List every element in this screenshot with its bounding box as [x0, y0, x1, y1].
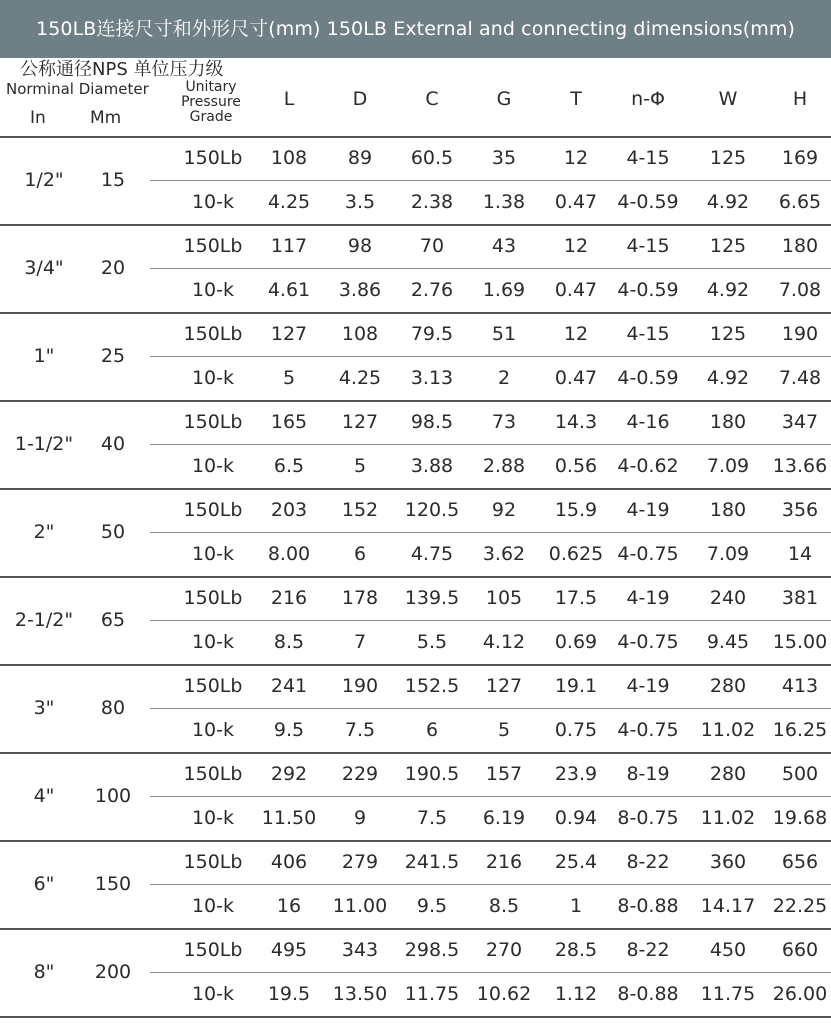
- dimension-cell: 51: [491, 323, 517, 345]
- nominal-mm: 40: [100, 433, 126, 455]
- dimension-cell: 216: [485, 851, 523, 873]
- dimension-cell: 4-19: [626, 587, 670, 609]
- pressure-grade: 10-k: [191, 631, 235, 653]
- sub-row-divider: [150, 708, 831, 709]
- dimension-cell: 280: [709, 675, 747, 697]
- column-header: D: [352, 88, 368, 110]
- dimension-cell: 17.5: [554, 587, 598, 609]
- dimension-cell: 1.12: [554, 983, 598, 1005]
- pressure-grade: 150Lb: [183, 851, 243, 873]
- dimension-cell: 8-22: [626, 851, 670, 873]
- dimension-cell: 120.5: [404, 499, 460, 521]
- dimension-cell: 6: [425, 719, 439, 741]
- dimension-cell: 4.75: [410, 543, 454, 565]
- dimension-cell: 360: [709, 851, 747, 873]
- dimension-cell: 16: [276, 895, 302, 917]
- pressure-grade: 150Lb: [183, 147, 243, 169]
- dimension-cell: 15.00: [772, 631, 828, 653]
- dimension-cell: 4.25: [267, 191, 311, 213]
- dimension-cell: 127: [270, 323, 308, 345]
- column-header: C: [425, 88, 439, 110]
- dimension-cell: 3.13: [410, 367, 454, 389]
- dimension-cell: 12: [563, 147, 589, 169]
- dimension-cell: 6.65: [778, 191, 822, 213]
- dimension-cell: 4-19: [626, 499, 670, 521]
- dimension-cell: 406: [270, 851, 308, 873]
- sub-row-divider: [150, 180, 831, 181]
- nominal-inch: 2-1/2": [14, 609, 74, 631]
- nominal-inch: 3/4": [24, 257, 64, 279]
- dimension-cell: 4.12: [482, 631, 526, 653]
- table-title: 150LB连接尺寸和外形尺寸(mm) 150LB External and connecting dimensions(mm): [0, 0, 831, 58]
- pressure-grade: 150Lb: [183, 235, 243, 257]
- dimension-cell: 60.5: [410, 147, 454, 169]
- pressure-grade: 150Lb: [183, 675, 243, 697]
- dimension-cell: 343: [341, 939, 379, 961]
- dimension-cell: 178: [341, 587, 379, 609]
- dimension-cell: 5: [282, 367, 296, 389]
- pressure-grade: 150Lb: [183, 587, 243, 609]
- dimension-cell: 2.88: [482, 455, 526, 477]
- dimension-cell: 4.25: [338, 367, 382, 389]
- nominal-mm: 200: [94, 961, 132, 983]
- dimension-cell: 165: [270, 411, 308, 433]
- header-grade-line1: Unitary: [185, 79, 237, 95]
- sub-row-divider: [150, 532, 831, 533]
- dimension-cell: 35: [491, 147, 517, 169]
- dimension-cell: 4.92: [706, 191, 750, 213]
- dimension-cell: 9.45: [706, 631, 750, 653]
- dimension-cell: 4-0.75: [617, 631, 679, 653]
- dimension-cell: 28.5: [554, 939, 598, 961]
- dimension-cell: 127: [485, 675, 523, 697]
- dimension-cell: 4-0.62: [617, 455, 679, 477]
- dimension-cell: 70: [419, 235, 445, 257]
- dimension-cell: 7.09: [706, 543, 750, 565]
- dimension-cell: 190.5: [404, 763, 460, 785]
- nominal-mm: 100: [94, 785, 132, 807]
- pressure-grade: 150Lb: [183, 763, 243, 785]
- nominal-mm: 150: [94, 873, 132, 895]
- column-header: T: [570, 88, 582, 110]
- dimension-cell: 3.88: [410, 455, 454, 477]
- dimension-cell: 16.25: [772, 719, 828, 741]
- pressure-grade: 10-k: [191, 367, 235, 389]
- nominal-inch: 3": [33, 697, 55, 719]
- sub-row-divider: [150, 796, 831, 797]
- dimension-cell: 0.47: [554, 279, 598, 301]
- dimension-cell: 495: [270, 939, 308, 961]
- dimension-cell: 190: [781, 323, 819, 345]
- dimension-cell: 0.47: [554, 367, 598, 389]
- dimension-cell: 108: [270, 147, 308, 169]
- dimension-cell: 8-19: [626, 763, 670, 785]
- dimension-cell: 19.68: [772, 807, 828, 829]
- sub-row-divider: [150, 620, 831, 621]
- dimension-cell: 2.38: [410, 191, 454, 213]
- dimension-cell: 26.00: [772, 983, 828, 1005]
- header-in: In: [30, 108, 46, 128]
- dimension-cell: 7.08: [778, 279, 822, 301]
- dimension-cell: 9.5: [273, 719, 305, 741]
- dimension-cell: 10.62: [476, 983, 532, 1005]
- dimension-cell: 0.47: [554, 191, 598, 213]
- dimension-cell: 656: [781, 851, 819, 873]
- column-header: n-Φ: [631, 88, 665, 110]
- dimension-cell: 13.66: [772, 455, 828, 477]
- dimension-cell: 4-0.59: [617, 191, 679, 213]
- pressure-grade: 10-k: [191, 895, 235, 917]
- dimension-cell: 5: [353, 455, 367, 477]
- dimension-cell: 7.09: [706, 455, 750, 477]
- nominal-mm: 15: [100, 169, 126, 191]
- dimension-cell: 23.9: [554, 763, 598, 785]
- dimension-cell: 270: [485, 939, 523, 961]
- header-nps-cn: 公称通径NPS 单位压力级: [20, 59, 224, 80]
- dimension-cell: 117: [270, 235, 308, 257]
- dimension-cell: 356: [781, 499, 819, 521]
- dimension-cell: 8-0.88: [617, 983, 679, 1005]
- dimension-cell: 240: [709, 587, 747, 609]
- dimension-cell: 4-0.59: [617, 279, 679, 301]
- dimension-cell: 157: [485, 763, 523, 785]
- dimension-cell: 280: [709, 763, 747, 785]
- pressure-grade: 150Lb: [183, 323, 243, 345]
- sub-row-divider: [150, 884, 831, 885]
- dimension-cell: 14.3: [554, 411, 598, 433]
- dimension-cell: 6.5: [273, 455, 305, 477]
- dimension-cell: 3.62: [482, 543, 526, 565]
- dimension-cell: 180: [781, 235, 819, 257]
- dimension-cell: 8-22: [626, 939, 670, 961]
- dimension-cell: 180: [709, 411, 747, 433]
- dimension-cell: 4.92: [706, 367, 750, 389]
- dimension-cell: 152.5: [404, 675, 460, 697]
- dimension-cell: 11.50: [261, 807, 317, 829]
- dimension-cell: 3.86: [338, 279, 382, 301]
- dimension-cell: 11.75: [404, 983, 460, 1005]
- dimension-cell: 125: [709, 235, 747, 257]
- dimension-cell: 1.69: [482, 279, 526, 301]
- dimension-cell: 2: [497, 367, 511, 389]
- dimension-cell: 6: [353, 543, 367, 565]
- dimension-cell: 22.25: [772, 895, 828, 917]
- dimension-cell: 139.5: [404, 587, 460, 609]
- dimension-cell: 8.00: [267, 543, 311, 565]
- dimension-cell: 11.00: [332, 895, 388, 917]
- sub-row-divider: [150, 268, 831, 269]
- dimension-cell: 4-19: [626, 675, 670, 697]
- dimension-cell: 108: [341, 323, 379, 345]
- header-grade-line3: Grade: [189, 109, 233, 125]
- pressure-grade: 150Lb: [183, 939, 243, 961]
- dimension-cell: 0.69: [554, 631, 598, 653]
- nominal-mm: 80: [100, 697, 126, 719]
- dimension-cell: 169: [781, 147, 819, 169]
- dimension-cell: 413: [781, 675, 819, 697]
- dimension-cell: 4-15: [626, 323, 670, 345]
- pressure-grade: 150Lb: [183, 499, 243, 521]
- dimension-cell: 15.9: [554, 499, 598, 521]
- nominal-mm: 65: [100, 609, 126, 631]
- dimension-cell: 13.50: [332, 983, 388, 1005]
- dimension-cell: 9.5: [416, 895, 448, 917]
- dimension-cell: 4-15: [626, 235, 670, 257]
- dimension-cell: 11.75: [700, 983, 756, 1005]
- sub-row-divider: [150, 356, 831, 357]
- dimension-cell: 4.61: [267, 279, 311, 301]
- dimension-cell: 89: [347, 147, 373, 169]
- nominal-mm: 20: [100, 257, 126, 279]
- dimension-cell: 6.19: [482, 807, 526, 829]
- dimension-cell: 14.17: [700, 895, 756, 917]
- dimension-cell: 0.625: [548, 543, 604, 565]
- dimension-cell: 4.92: [706, 279, 750, 301]
- dimension-cell: 4-15: [626, 147, 670, 169]
- column-header: L: [283, 88, 295, 110]
- dimension-cell: 19.5: [267, 983, 311, 1005]
- nominal-mm: 50: [100, 521, 126, 543]
- dimension-cell: 12: [563, 235, 589, 257]
- dimension-cell: 8.5: [273, 631, 305, 653]
- dimension-cell: 298.5: [404, 939, 460, 961]
- dimension-cell: 180: [709, 499, 747, 521]
- dimension-cell: 14: [787, 543, 813, 565]
- dimension-cell: 7.48: [778, 367, 822, 389]
- nominal-inch: 1/2": [24, 169, 64, 191]
- dimension-cell: 125: [709, 147, 747, 169]
- dimension-cell: 7: [353, 631, 367, 653]
- pressure-grade: 150Lb: [183, 411, 243, 433]
- dimension-cell: 98: [347, 235, 373, 257]
- nominal-inch: 1": [33, 345, 55, 367]
- nominal-mm: 25: [100, 345, 126, 367]
- pressure-grade: 10-k: [191, 719, 235, 741]
- row-divider: [0, 1016, 831, 1018]
- dimension-cell: 8.5: [488, 895, 520, 917]
- dimension-cell: 11.02: [700, 807, 756, 829]
- dimension-cell: 4-16: [626, 411, 670, 433]
- dimension-cell: 2.76: [410, 279, 454, 301]
- pressure-grade: 10-k: [191, 279, 235, 301]
- dimension-cell: 347: [781, 411, 819, 433]
- nominal-inch: 4": [33, 785, 55, 807]
- header-nominal-diameter: Norminal Diameter: [6, 80, 149, 98]
- nominal-inch: 2": [33, 521, 55, 543]
- dimension-cell: 0.94: [554, 807, 598, 829]
- pressure-grade: 10-k: [191, 455, 235, 477]
- dimension-cell: 4-0.75: [617, 543, 679, 565]
- dimension-cell: 19.1: [554, 675, 598, 697]
- dimension-cell: 7.5: [344, 719, 376, 741]
- dimension-cell: 79.5: [410, 323, 454, 345]
- nominal-inch: 1-1/2": [14, 433, 74, 455]
- dimension-cell: 9: [353, 807, 367, 829]
- dimension-cell: 229: [341, 763, 379, 785]
- dimension-cell: 25.4: [554, 851, 598, 873]
- dimension-cell: 7.5: [416, 807, 448, 829]
- dimension-cell: 5.5: [416, 631, 448, 653]
- dimension-cell: 105: [485, 587, 523, 609]
- header-pressure-grade: [176, 80, 246, 125]
- dimension-cell: 190: [341, 675, 379, 697]
- dimension-cell: 292: [270, 763, 308, 785]
- dimension-cell: 98.5: [410, 411, 454, 433]
- dimension-cell: 12: [563, 323, 589, 345]
- dimension-cell: 216: [270, 587, 308, 609]
- dimension-cell: 1: [569, 895, 583, 917]
- dimension-cell: 43: [491, 235, 517, 257]
- dimension-cell: 0.75: [554, 719, 598, 741]
- header-grade-line2: Pressure: [181, 94, 241, 110]
- dimension-cell: 450: [709, 939, 747, 961]
- pressure-grade: 10-k: [191, 807, 235, 829]
- pressure-grade: 10-k: [191, 191, 235, 213]
- column-header: G: [496, 88, 512, 110]
- dimension-cell: 1.38: [482, 191, 526, 213]
- column-header: W: [718, 88, 738, 110]
- nominal-inch: 8": [33, 961, 55, 983]
- dimension-cell: 0.56: [554, 455, 598, 477]
- dimension-cell: 241.5: [404, 851, 460, 873]
- dimension-cell: 8-0.75: [617, 807, 679, 829]
- dimension-cell: 11.02: [700, 719, 756, 741]
- sub-row-divider: [150, 444, 831, 445]
- pressure-grade: 10-k: [191, 983, 235, 1005]
- dimension-cell: 381: [781, 587, 819, 609]
- dimension-cell: 3.5: [344, 191, 376, 213]
- dimension-cell: 5: [497, 719, 511, 741]
- nominal-inch: 6": [33, 873, 55, 895]
- header-mm: Mm: [90, 108, 122, 128]
- dimension-cell: 152: [341, 499, 379, 521]
- dimension-cell: 125: [709, 323, 747, 345]
- dimension-cell: 73: [491, 411, 517, 433]
- dimension-cell: 4-0.75: [617, 719, 679, 741]
- column-header: H: [792, 88, 808, 110]
- dimension-cell: 92: [491, 499, 517, 521]
- dimension-cell: 279: [341, 851, 379, 873]
- sub-row-divider: [150, 972, 831, 973]
- dimension-cell: 241: [270, 675, 308, 697]
- pressure-grade: 10-k: [191, 543, 235, 565]
- dimension-cell: 660: [781, 939, 819, 961]
- dimension-cell: 127: [341, 411, 379, 433]
- dimension-cell: 4-0.59: [617, 367, 679, 389]
- dimension-cell: 500: [781, 763, 819, 785]
- dimension-cell: 203: [270, 499, 308, 521]
- dimension-cell: 8-0.88: [617, 895, 679, 917]
